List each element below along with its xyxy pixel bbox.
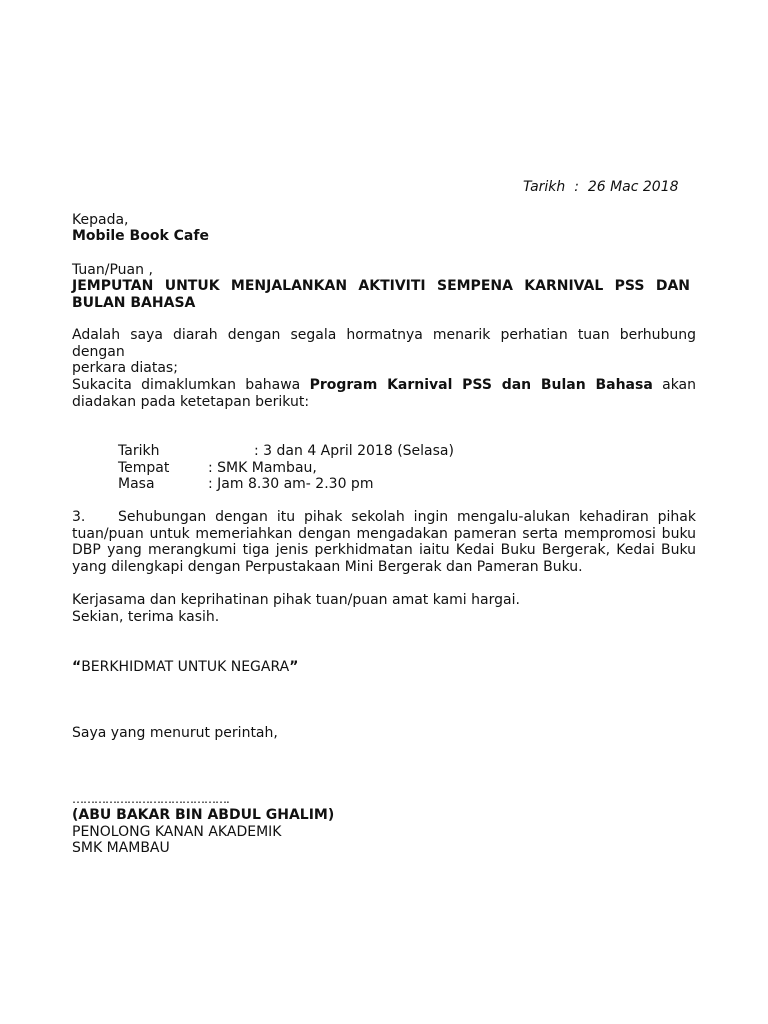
paragraph-3-line-4: yang dilengkapi dengan Perpustakaan Mini Bergerak dan Pameran Buku. (72, 558, 583, 575)
motto-open-quote: “ (72, 659, 82, 675)
paragraph-2-line-1 (72, 377, 696, 394)
detail-date (118, 443, 159, 460)
subject (72, 278, 690, 311)
paragraph-1-line-1: Adalah saya diarah dengan segala hormatnya menarik perhatian tuan berhubung dengan (72, 327, 696, 360)
date-line (523, 179, 679, 196)
motto (72, 659, 298, 676)
date-label: Tarikh (523, 179, 566, 195)
recipient-name: Mobile Book Cafe (72, 228, 209, 244)
signature-dots: ……………………………………. (72, 792, 229, 806)
paragraph-3-line-3: DBP yang merangkumi tiga jenis perkhidmatan iaitu Kedai Buku Bergerak, Kedai Buku (72, 542, 696, 558)
detail-venue-value: : SMK Mambau, (208, 460, 317, 476)
closing-line-1: Kerjasama dan keprihatinan pihak tuan/puan amat kami hargai. (72, 592, 520, 608)
motto-close-quote: ” (289, 659, 299, 675)
motto-text: BERKHIDMAT UNTUK NEGARA (81, 659, 290, 675)
detail-date-value: : 3 dan 4 April 2018 (Selasa) (254, 443, 454, 459)
detail-date-label: Tarikh (118, 443, 160, 459)
paragraph-3-line-1: Sehubungan dengan itu pihak sekolah ingin mengalu-alukan kehadiran pihak (118, 509, 696, 525)
greeting: Tuan/Puan , (72, 262, 153, 278)
signatory-school: SMK MAMBAU (72, 840, 170, 856)
paragraph-2-line-2: diadakan pada ketetapan berikut: (72, 393, 310, 410)
paragraph-3 (72, 509, 696, 575)
paragraph-3-number: 3. (72, 509, 86, 525)
subject-line-2: BULAN BAHASA (72, 294, 196, 311)
signoff: Saya yang menurut perintah, (72, 725, 278, 741)
closing-line-2: Sekian, terima kasih. (72, 609, 220, 625)
signatory-name: (ABU BAKAR BIN ABDUL GHALIM) (72, 807, 335, 823)
paragraph-3-line-2: tuan/puan untuk memeriahkan dengan mengadakan pameran serta mempromosi buku (72, 525, 696, 542)
paragraph-2-before: Sukacita dimaklumkan bahawa (72, 377, 301, 393)
date-value: 26 Mac 2018 (587, 179, 679, 195)
date-separator: : (574, 179, 579, 195)
subject-line-1: JEMPUTAN UNTUK MENJALANKAN AKTIVITI SEMPENA KARNIVAL PSS DAN (72, 278, 690, 294)
paragraph-1 (72, 327, 696, 377)
detail-time (118, 476, 155, 493)
detail-venue (118, 460, 169, 477)
paragraph-1-line-2: perkara diatas; (72, 360, 178, 376)
detail-time-label: Masa (118, 476, 155, 492)
program-name: Program Karnival PSS dan Bulan Bahasa (309, 377, 653, 393)
signatory-title: PENOLONG KANAN AKADEMIK (72, 824, 282, 840)
detail-time-value: : Jam 8.30 am- 2.30 pm (208, 476, 374, 492)
paragraph-2-after: akan (662, 377, 697, 393)
paragraph-2 (72, 377, 696, 410)
recipient-salutation: Kepada, (72, 212, 129, 228)
detail-venue-label: Tempat (118, 460, 170, 476)
